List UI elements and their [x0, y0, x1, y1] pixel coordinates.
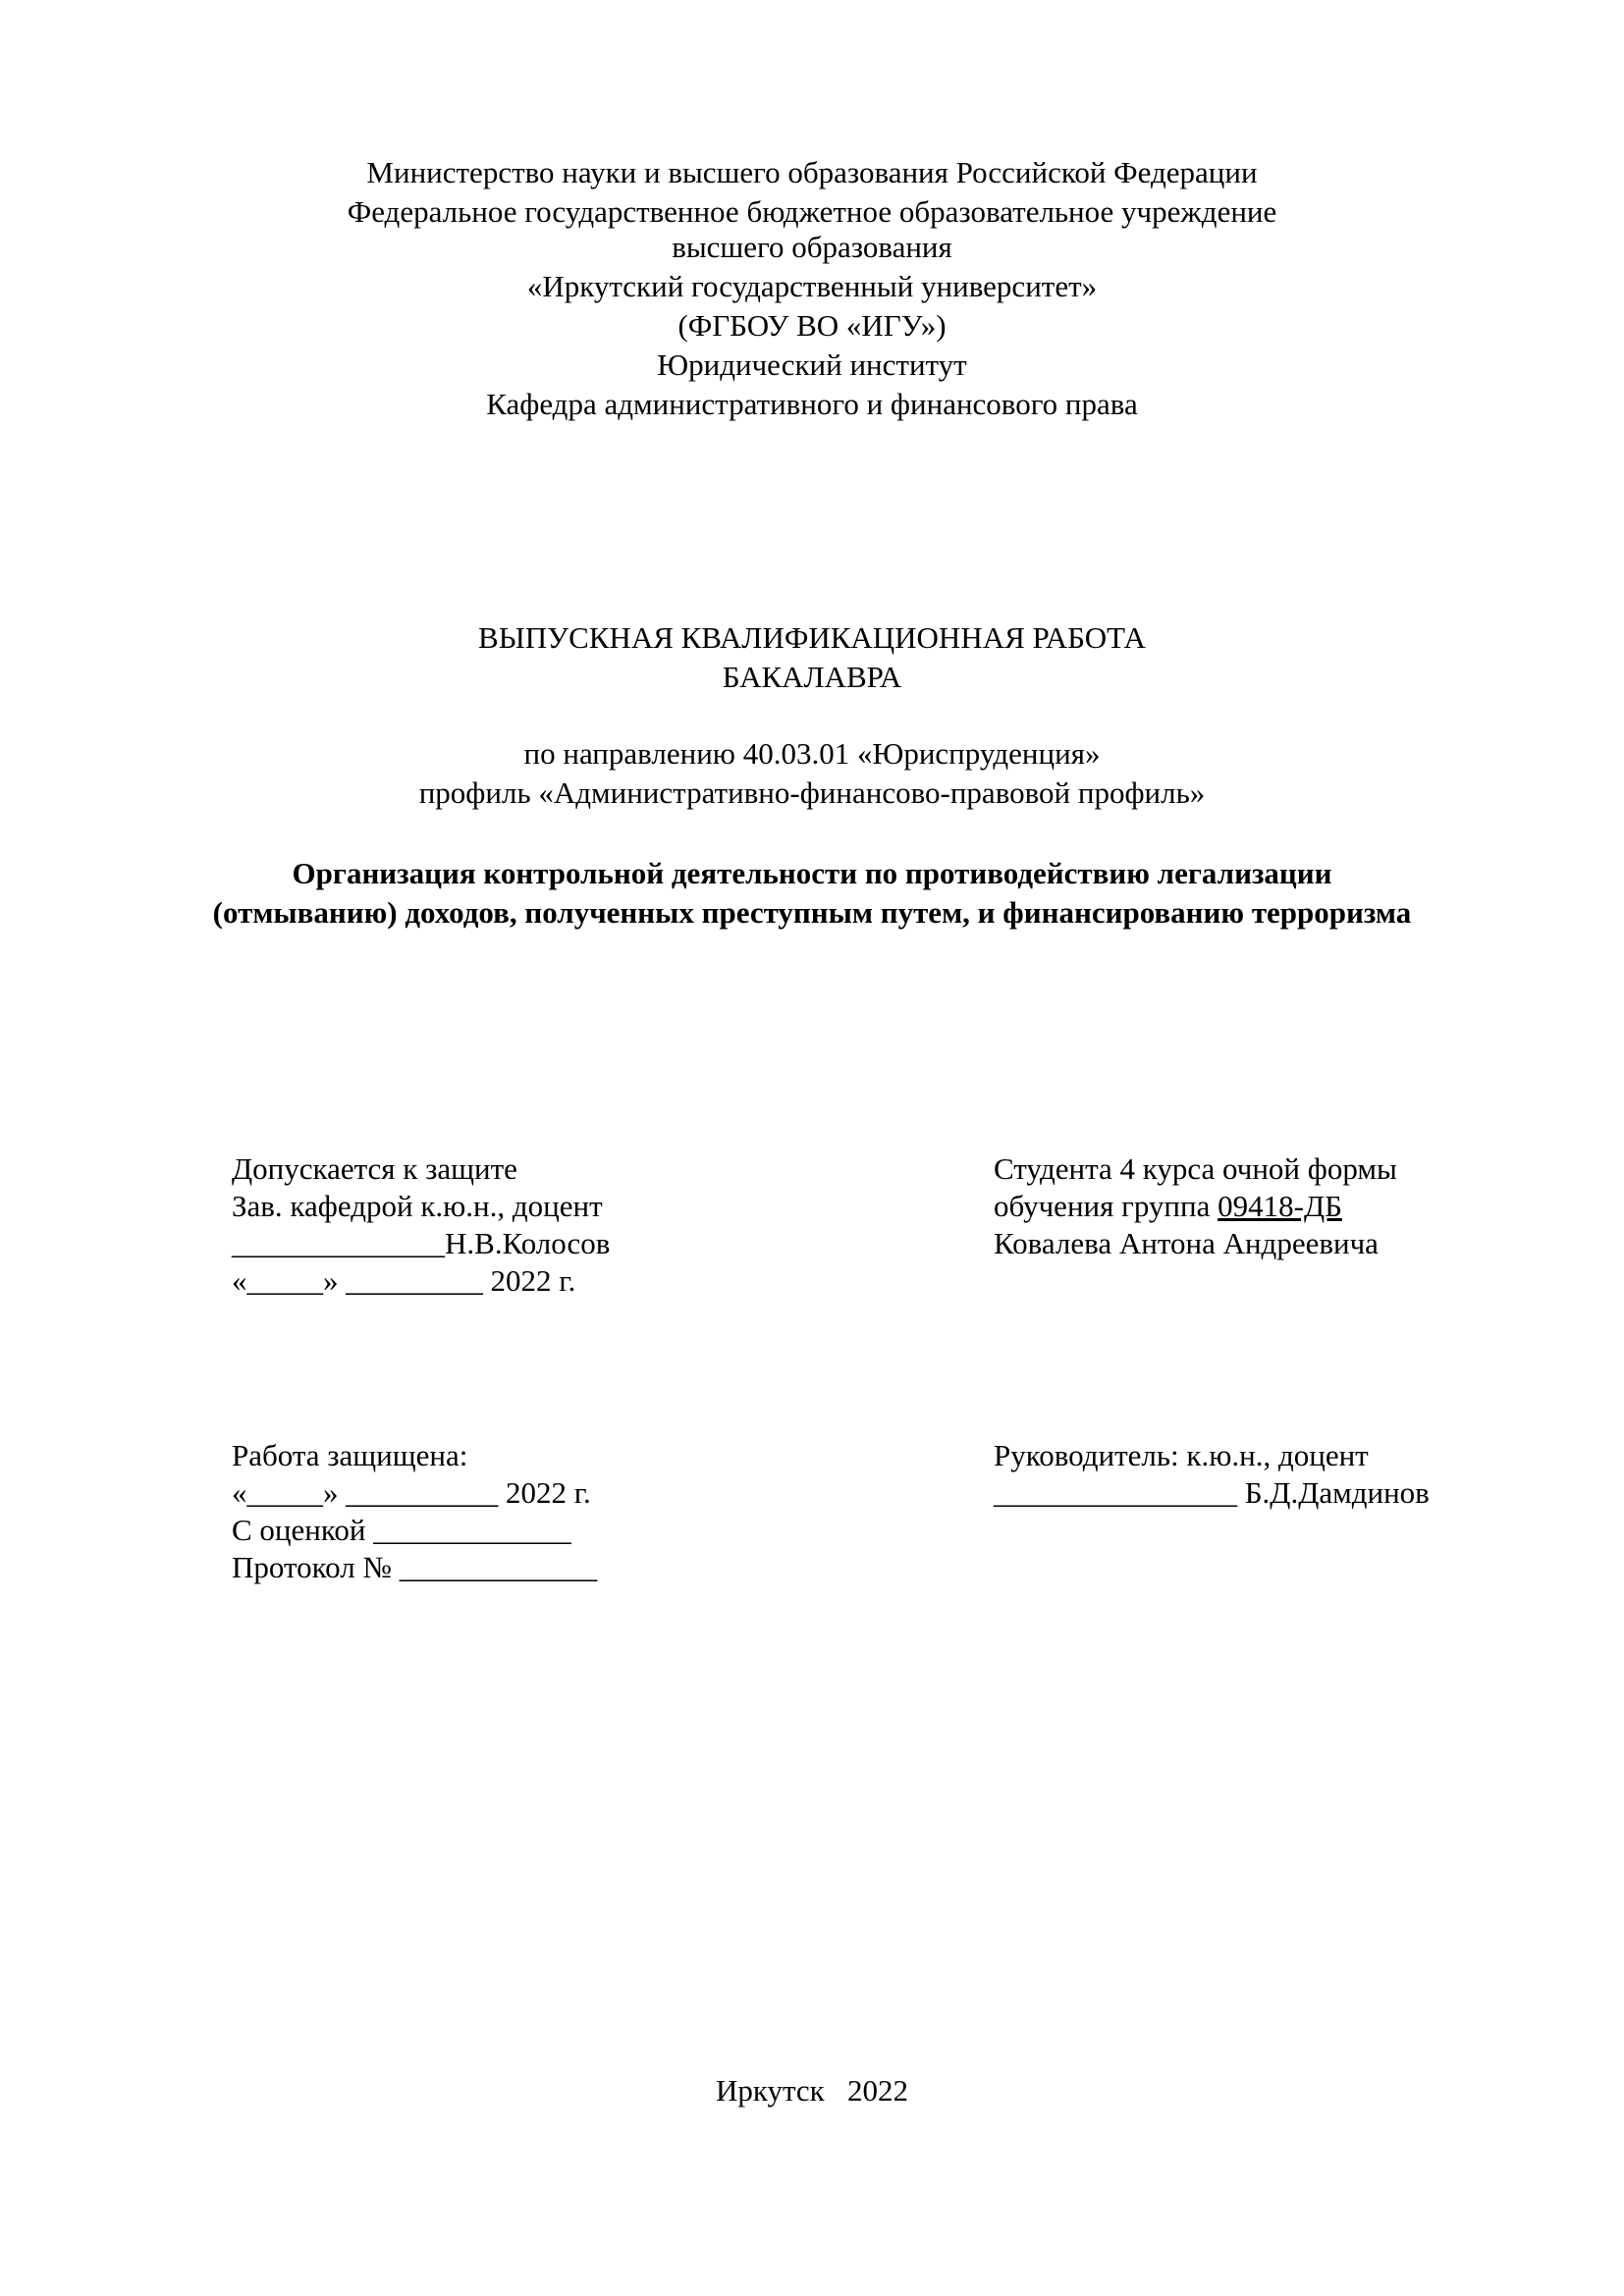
supervisor-block	[994, 1437, 1430, 1512]
work-type-line2: БАКАЛАВРА	[722, 660, 902, 694]
admission-date: «_____» _________ 2022 г.	[232, 1263, 576, 1298]
admission-head-signature: ______________Н.В.Колосов	[232, 1226, 611, 1260]
direction-line: по направлению 40.03.01 «Юриспруденция»	[523, 736, 1101, 771]
header-line-university: «Иркутский государственный университет»	[526, 269, 1098, 303]
thesis-title-line2: (отмыванию) доходов, полученных преступным путем, и финансированию терроризма	[212, 895, 1412, 930]
header-line-ministry: Министерство науки и высшего образования Российской Федерации	[366, 155, 1258, 189]
header-line-institute: Юридический институт	[657, 347, 967, 382]
student-line2	[994, 1188, 1397, 1225]
defense-protocol: Протокол № _____________	[232, 1550, 598, 1584]
profile-line: профиль «Административно-финансово-правовой профиль»	[418, 775, 1206, 810]
student-group-prefix: обучения группа	[994, 1189, 1218, 1223]
defense-line1: Работа защищена:	[232, 1438, 468, 1472]
student-block	[994, 1150, 1397, 1262]
student-name: Ковалева Антона Андреевича	[994, 1226, 1379, 1260]
header-line-education-level: высшего образования	[672, 230, 952, 264]
student-line1: Студента 4 курса очной формы	[994, 1151, 1397, 1186]
header-line-institution-type: Федеральное государственное бюджетное образовательное учреждение	[347, 194, 1277, 229]
work-type-heading	[0, 618, 1624, 697]
defense-block	[232, 1437, 597, 1586]
supervisor-signature: ________________ Б.Д.Дамдинов	[994, 1475, 1430, 1510]
supervisor-line1: Руководитель: к.ю.н., доцент	[994, 1438, 1369, 1472]
thesis-title-line1: Организация контрольной деятельности по противодействию легализации	[292, 856, 1332, 890]
ministry-header	[0, 153, 1624, 424]
defense-date: «_____» __________ 2022 г.	[232, 1475, 591, 1510]
direction-block	[0, 734, 1624, 813]
header-line-university-abbr: (ФГБОУ ВО «ИГУ»)	[677, 308, 947, 343]
header-line-department: Кафедра административного и финансового права	[486, 387, 1138, 421]
defense-grade: С оценкой _____________	[232, 1513, 571, 1547]
admission-block	[232, 1150, 610, 1300]
student-group-number: 09418-ДБ	[1218, 1189, 1342, 1223]
city-year-footer: Иркутск 2022	[715, 2073, 908, 2108]
admission-line1: Допускается к защите	[232, 1151, 517, 1186]
thesis-title	[0, 854, 1624, 933]
admission-line2: Зав. кафедрой к.ю.н., доцент	[232, 1189, 603, 1223]
work-type-line1: ВЫПУСКНАЯ КВАЛИФИКАЦИОННАЯ РАБОТА	[478, 620, 1146, 655]
